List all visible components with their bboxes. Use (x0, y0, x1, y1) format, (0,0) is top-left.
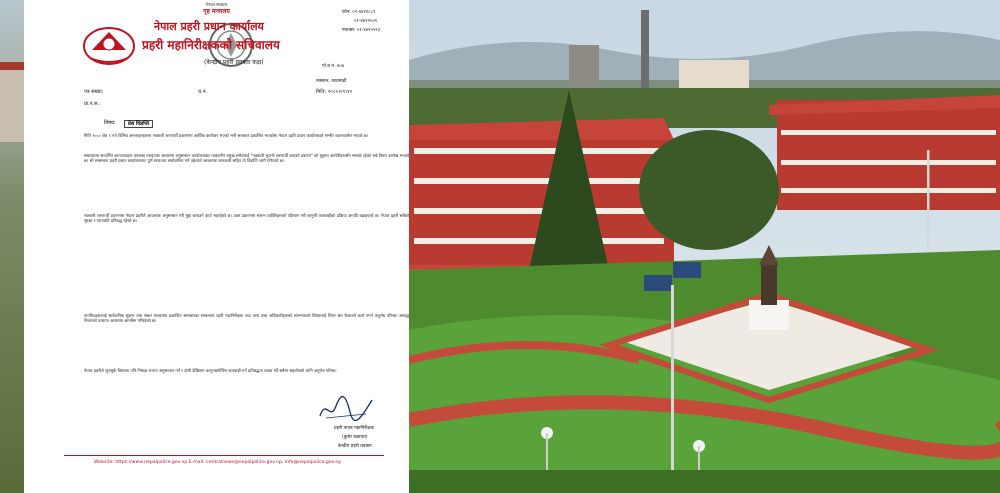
po-box: पो.ब.नं. ४०७ (322, 64, 344, 69)
office-location: नक्साल, काठमाडौं (316, 79, 347, 84)
phone-2: ०१-४४११५०१ (354, 19, 378, 24)
signer-role: केन्द्रीय प्रहरी प्रवक्ता (338, 444, 372, 449)
fax-number: फ्याक्स: ०१-४४१५५९३ (342, 28, 381, 33)
signature-image (316, 392, 376, 424)
nepal-emblem-icon (82, 22, 136, 66)
office-title-line3: (केन्द्रीय प्रहरी प्रवक्ता कक्ष) (204, 59, 264, 66)
signer-name: (कुबेर कडायत) (342, 435, 368, 440)
footer-contact: Website: https://www.nepalpolice.gov.np E-mail: centralnews@nepalpolice.gov.np, info@nepalpolice.gov.np (94, 460, 342, 465)
paragraph-1: मिति २०८० जेठ ९ गते विभिन्न अनलाइनहरूमा नक्कली शरणार्थी प्रकरणमा आर्थिक कारोबार भएको भनी समाचार प्रकाशित भएकोमा नेपाल प्रहरी प्रधान कार्यालयको गम्भीर ध्यानाकर्षण भएको छ। (84, 133, 369, 138)
subject-text: प्रेस विज्ञप्ति (124, 120, 153, 128)
signer-title: प्रहरी नायब महानिरीक्षक (334, 426, 375, 431)
left-photo-strip (0, 0, 24, 493)
paragraph-4: नागरिकहरूलाई सार्वजनिक सूचना तथा संचार माध्यममा प्रकाशित समाचारका सम्बन्धमा प्रहरी महानिरीक्षक तथा अन्य उच्च अधिकारीहरूको संलग्नताको विषयलाई लिएर भ्रम फैलाउने कार्य नगर्न अनुरोध गरिन्छ। सम्बद्ध निकायले तथ्यगत आधारमा छानबिन गरिरहेको छ। (84, 313, 409, 324)
ministry-name: गृह मन्त्रालय (203, 8, 230, 15)
footer-divider (64, 455, 384, 456)
letter-number-label: पत्र संख्या: (84, 89, 104, 95)
phone-1: फोन: ०१-४४११८८९ (342, 10, 376, 15)
office-title-line2: प्रहरी महानिरीक्षकको सचिवालय (142, 38, 280, 52)
dispatch-label: प्रा.प.स.: (84, 101, 101, 107)
police-headquarters-photo (409, 0, 1000, 493)
building-edge (0, 62, 24, 142)
office-title-line1: नेपाल प्रहरी प्रधान कार्यालय (154, 20, 264, 33)
reference-label: च.नं. (198, 89, 208, 95)
paragraph-3: नक्कली शरणार्थी प्रकरणमा नेपाल प्रहरीले आवश्यक अनुसन्धान गरी मुद्दा चलाउने कार्य भइरहेको छ। उक्त प्रकरणमा संलग्न व्यक्तिहरूको पहिचान गरी कानुनी कारबाहीको प्रक्रिया अगाडि बढाइएको छ। नेपाल प्रहरी सबैको सुरक्षा र न्यायप्रति प्रतिबद्ध रहेको छ। (84, 213, 409, 224)
letter-date: मिति: २०८०।०९।१० (316, 89, 353, 95)
paragraph-5: नेपाल प्रहरीले जुनसुकै विषयमा पनि निष्पक्ष रूपमा अनुसन्धान गर्ने र दोषी देखिएमा कानुनबमोजिम कारबाही गर्ने प्रतिबद्धता व्यक्त गर्दै सबैमा सहयोगको लागि अनुरोध गरिन्छ। (84, 368, 337, 373)
subject-label: विषय: (104, 120, 116, 126)
paragraph-2: समाचारमा सन्दर्भित कागजातहरू उपलब्ध गराइएका आधारमा अनुसन्धान कार्यालयबाट तत्कालीन प्रमुख समेतलाई "नक्कली भुटानी शरणार्थी बनाउने प्रकरण" को मुद्दामा आरोपीहरूसँग सम्पर्क रहेको भन्ने विषय उल्लेख भएको छ। सो सम्बन्धमा प्रहरी प्रधान कार्यालयबाट पूर्ण सत्यतथ्य सार्वजनिक गर्ने उद्देश्यले आवश्यक जानकारी सहित यो विज्ञप्ति जारी गरिएको छ। (84, 153, 409, 164)
press-release-document (24, 0, 410, 493)
government-label: नेपाल सरकार (205, 3, 228, 8)
